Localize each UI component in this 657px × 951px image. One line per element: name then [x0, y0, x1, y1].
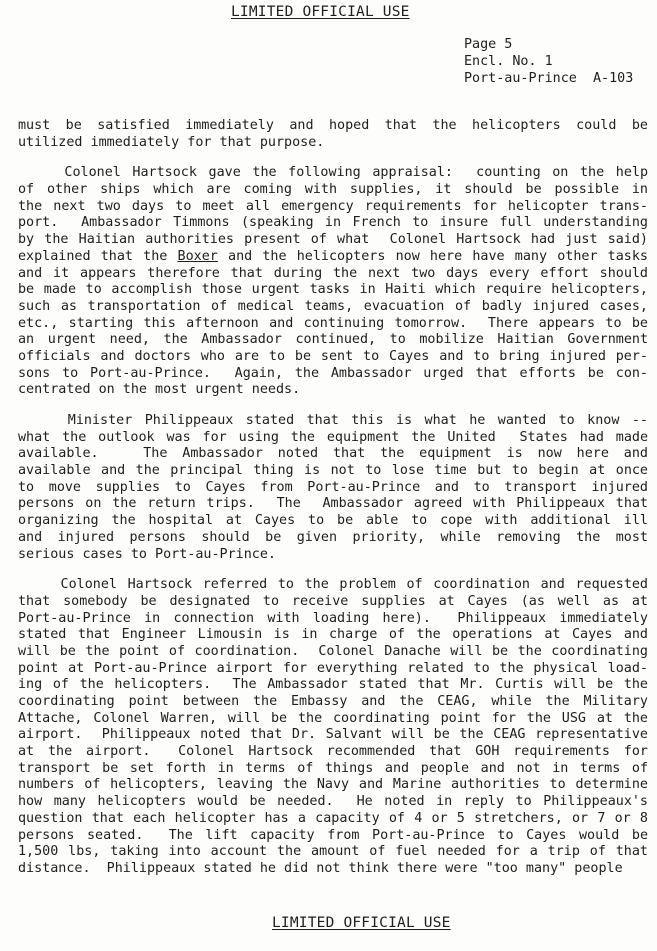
text-line: be made to accomplish those urgent tasks in Haiti which require helicopters, [18, 282, 648, 298]
page-number: Page 5 [464, 37, 513, 52]
text-line: officials and doctors who are to be sent to Cayes and to bring injured per- [18, 348, 648, 364]
top-classification-marking: LIMITED OFFICIAL USE [231, 4, 410, 20]
airgram-reference: Port-au-Prince A-103 [464, 71, 634, 86]
text-line: Port-au-Prince in connection with loading here). Philippeaux immediately [18, 610, 648, 626]
enclosure-number: Encl. No. 1 [464, 54, 553, 69]
document-body [18, 118, 648, 878]
text-line: Colonel Hartsock referred to the problem of coordination and requested [18, 577, 648, 593]
text-line: airport. Philippeaux noted that Dr. Salvant will be the CEAG representative [18, 727, 648, 743]
text-line: such as transportation of medical teams, evacuation of badly injured cases, [18, 298, 648, 314]
paragraph-gap [18, 563, 648, 577]
text-line: an urgent need, the Ambassador continued, to mobilize Haitian Government [18, 332, 648, 348]
text-line: distance. Philippeaux stated he did not think there were "too many" people [18, 860, 623, 876]
text-line: point at Port-au-Prince airport for everything related to the physical load- [18, 660, 648, 676]
paragraph-1 [18, 118, 648, 151]
bottom-classification-marking: LIMITED OFFICIAL USE [272, 915, 451, 931]
text-line: and it appears therefore that during the next two days every effort should [18, 265, 648, 281]
text-line: of other ships which are coming with supplies, it should be possible in [18, 182, 648, 198]
text-line: at the airport. Colonel Hartsock recommended that GOH requirements for [18, 744, 648, 760]
paragraph-3 [18, 413, 648, 563]
text-line: the next two days to meet all emergency requirements for helicopter trans- [18, 198, 648, 214]
text-line: ing of the helicopters. The Ambassador stated that Mr. Curtis will be the [18, 677, 648, 693]
text-line: serious cases to Port-au-Prince. [18, 546, 276, 562]
text-line: centrated on the most urgent needs. [18, 382, 301, 398]
paragraph-4 [18, 577, 648, 877]
text-line: port. Ambassador Timmons (speaking in French to insure full understanding [18, 215, 648, 231]
text-line: to move supplies to Cayes from Port-au-Prince and to transport injured [18, 479, 648, 495]
text-line: how many helicopters would be needed. He noted in reply to Philippeaux's [18, 794, 648, 810]
text-line: explained that the Boxer and the helicopters now here have many other tasks [18, 248, 648, 264]
paragraph-gap [18, 151, 648, 165]
text-line: Colonel Hartsock gave the following appraisal: counting on the help [18, 165, 648, 181]
text-line: 1,500 lbs, taking into account the amount of fuel needed for a trip of that [18, 844, 648, 860]
paragraph-gap [18, 399, 648, 413]
text-line: question that each helicopter has a capacity of 4 or 5 stretchers, or 7 or 8 [18, 810, 648, 826]
paragraph-2 [18, 165, 648, 399]
text-line: persons seated. The lift capacity from Port-au-Prince to Cayes would be [18, 827, 648, 843]
text-line: available. The Ambassador noted that the equipment is now here and [18, 446, 648, 462]
text-line: persons on the return trips. The Ambassador agreed with Philippeaux that [18, 496, 648, 512]
text-line: transport be set forth in terms of things and people and not in terms of [18, 760, 648, 776]
text-line: what the outlook was for using the equipment the United States had made [18, 429, 648, 445]
text-line: utilized immediately for that purpose. [18, 134, 325, 150]
text-line: must be satisfied immediately and hoped that the helicopters could be [18, 118, 648, 133]
text-line: coordinating point between the Embassy and the CEAG, while the Military [18, 694, 648, 709]
text-line: organizing the hospital at Cayes to be able to cope with additional ill [18, 513, 648, 529]
text-line: Minister Philippeaux stated that this is what he wanted to know -- [18, 413, 648, 428]
page-reference-block [464, 36, 633, 87]
text-line: and injured persons should be given priority, while removing the most [18, 529, 648, 545]
text-line: that somebody be designated to receive supplies at Cayes (as well as at [18, 593, 648, 609]
text-line: available and the principal thing is not to lose time but to begin at once [18, 463, 648, 479]
text-line: stated that Engineer Limousin is in charge of the operations at Cayes and [18, 627, 648, 643]
text-line: numbers of helicopters, leaving the Navy and Marine authorities to determine [18, 777, 648, 793]
text-line: by the Haitian authorities present of what Colonel Hartsock had just said) [18, 232, 648, 248]
text-line: Attache, Colonel Warren, will be the coordinating point for the USG at the [18, 710, 648, 726]
text-line: sons to Port-au-Prince. Again, the Ambassador urged that efforts be con- [18, 365, 648, 381]
ship-name-boxer: Boxer [177, 248, 218, 264]
text-line: will be the point of coordination. Colonel Danache will be the coordinating [18, 643, 648, 659]
text-line: etc., starting this afternoon and continuing tomorrow. There appears to be [18, 315, 648, 331]
